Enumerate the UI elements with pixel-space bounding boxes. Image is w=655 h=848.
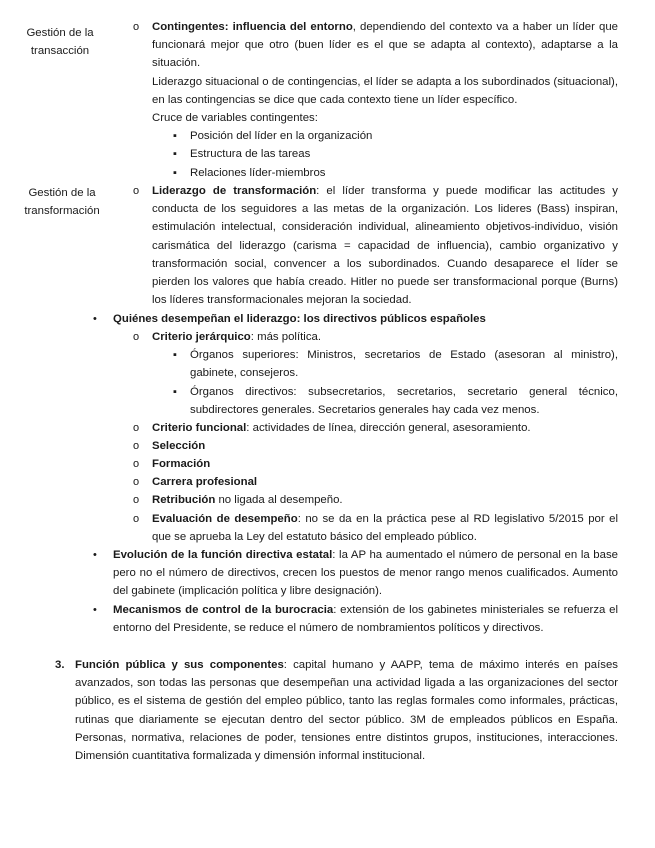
circle-bullet: o xyxy=(133,21,140,33)
quienes-heading xyxy=(113,310,618,328)
retribucion-title: Retribución xyxy=(152,494,216,506)
circle-bullet: o xyxy=(133,440,140,452)
retribucion-line xyxy=(152,491,618,509)
square-bullet: ▪ xyxy=(173,148,177,160)
jerarquico-line xyxy=(152,328,618,346)
organos-superiores: Órganos superiores: Ministros, secretarios de Estado (asesoran al ministro), gabinete, consejeros. xyxy=(190,349,618,380)
variable-item: Estructura de las tareas xyxy=(190,148,311,160)
variable-item: Posición del líder en la organización xyxy=(190,130,373,142)
formacion-title: Formación xyxy=(152,458,211,470)
square-bullet: ▪ xyxy=(173,130,177,142)
carrera-line xyxy=(152,473,618,491)
square-bullet: ▪ xyxy=(173,386,177,398)
circle-bullet: o xyxy=(133,422,140,434)
carrera-title: Carrera profesional xyxy=(152,476,258,488)
funcion-publica-title: Función pública y sus componentes xyxy=(75,659,284,671)
circle-bullet: o xyxy=(133,494,140,506)
funcional-line xyxy=(152,419,618,437)
evolucion-title: Evolución de la función directiva estatal xyxy=(113,549,333,561)
seleccion-title: Selección xyxy=(152,440,206,452)
retribucion-text: no ligada al desempeño. xyxy=(215,494,343,506)
organos-directivos: Órganos directivos: subsecretarios, secretarios, secretario general técnico, subdirectores generales. Secretarios generales hay cada vez menos. xyxy=(190,386,618,417)
square-bullet: ▪ xyxy=(173,167,177,179)
dot-bullet: • xyxy=(93,549,97,561)
circle-bullet: o xyxy=(133,331,140,343)
funcional-text: : actividades de línea, dirección general, asesoramiento. xyxy=(246,422,531,434)
contingentes-p3: Cruce de variables contingentes: xyxy=(152,112,318,124)
contingentes-title: Contingentes: influencia del entorno xyxy=(152,21,353,33)
funcion-publica-text: : capital humano y AAPP, tema de máximo interés en países avanzados, son todas las personas que desempeñan una actividad ligada a las organizaciones del sector público, es el sistema de gestión del empleo público, tanto las reglas formales como informales, prácticas, rutinas que diariamente se ejecutan dentro del sector público. 3M de empleados públicos en España. Personas, normativa, relaciones de poder, tensiones entre distintos grupos, instituciones, interacciones. Dimensión cuantitativa formalizada y dimensión informal institucional. xyxy=(75,659,618,763)
contingentes-text: , dependiendo del contexto va a haber un líder que funcionará mejor que otro (buen líder es el que se adapta al contexto), adaptarse a la situación. xyxy=(152,21,618,70)
evolucion-paragraph xyxy=(113,546,618,601)
circle-bullet: o xyxy=(133,476,140,488)
evaluacion-text: : no se da en la práctica pese al RD legislativo 5/2015 por el que se aprueba la Ley del estatuto básico del empleado público. xyxy=(152,513,618,544)
square-bullet: ▪ xyxy=(173,349,177,361)
dot-bullet: • xyxy=(93,604,97,616)
funcion-publica-paragraph xyxy=(75,656,618,765)
evaluacion-paragraph xyxy=(152,510,618,546)
side-label-transformacion: Gestión de la transformación xyxy=(24,187,100,217)
evaluacion-title: Evaluación de desempeño xyxy=(152,513,298,525)
evolucion-text: : la AP ha aumentado el número de personal en la base pero no el número de directivos, crecen los puestos de menor rango menos cualificados. Aumento del gabinete (implicación política y libre designación). xyxy=(113,549,618,598)
mecanismos-title: Mecanismos de control de la burocracia xyxy=(113,604,334,616)
jerarquico-title: Criterio jerárquico xyxy=(152,331,251,343)
transformacion-text: : el líder transforma y puede modificar las actitudes y conducta de los seguidores a las metas de la organización. Los lideres (Bass) inspiran, estimulación intelectual, consideración individual, alineamiento objetivos-individuo, visión carismática del liderazgo (carisma = capacidad de influencia), cambio organizativo y transformación social, convencer a los subordinados. Cuando desaparece el líder se pierden los valores que había creado. Hitler no puede ser transformacional porque (Burns) los líderes transformacionales mejoran la sociedad. xyxy=(152,185,618,307)
mecanismos-text: : extensión de los gabinetes ministeriales se refuerza el entorno del Presidente, se reduce el número de nombramientos políticos y directivos. xyxy=(113,604,619,635)
side-label-transaccion: Gestión de la transacción xyxy=(26,27,94,57)
contingentes-p2: Liderazgo situacional o de contingencias, el líder se adapta a los subordinados (situacional), en las contingencias se dice que cada contexto tiene un líder específico. xyxy=(152,76,618,107)
formacion-line xyxy=(152,455,618,473)
funcional-title: Criterio funcional xyxy=(152,422,247,434)
circle-bullet: o xyxy=(133,513,140,525)
seleccion-line xyxy=(152,437,618,455)
circle-bullet: o xyxy=(133,185,140,197)
transformacion-title: Liderazgo de transformación xyxy=(152,185,317,197)
variable-item: Relaciones líder-miembros xyxy=(190,167,326,179)
mecanismos-paragraph xyxy=(113,601,618,637)
section-number: 3. xyxy=(55,659,65,671)
jerarquico-text: : más política. xyxy=(250,331,322,343)
transformacion-paragraph xyxy=(152,182,618,309)
circle-bullet: o xyxy=(133,458,140,470)
quienes-title: Quiénes desempeñan el liderazgo: los directivos públicos españoles xyxy=(113,313,486,325)
contingentes-paragraph xyxy=(152,18,618,73)
dot-bullet: • xyxy=(93,313,97,325)
